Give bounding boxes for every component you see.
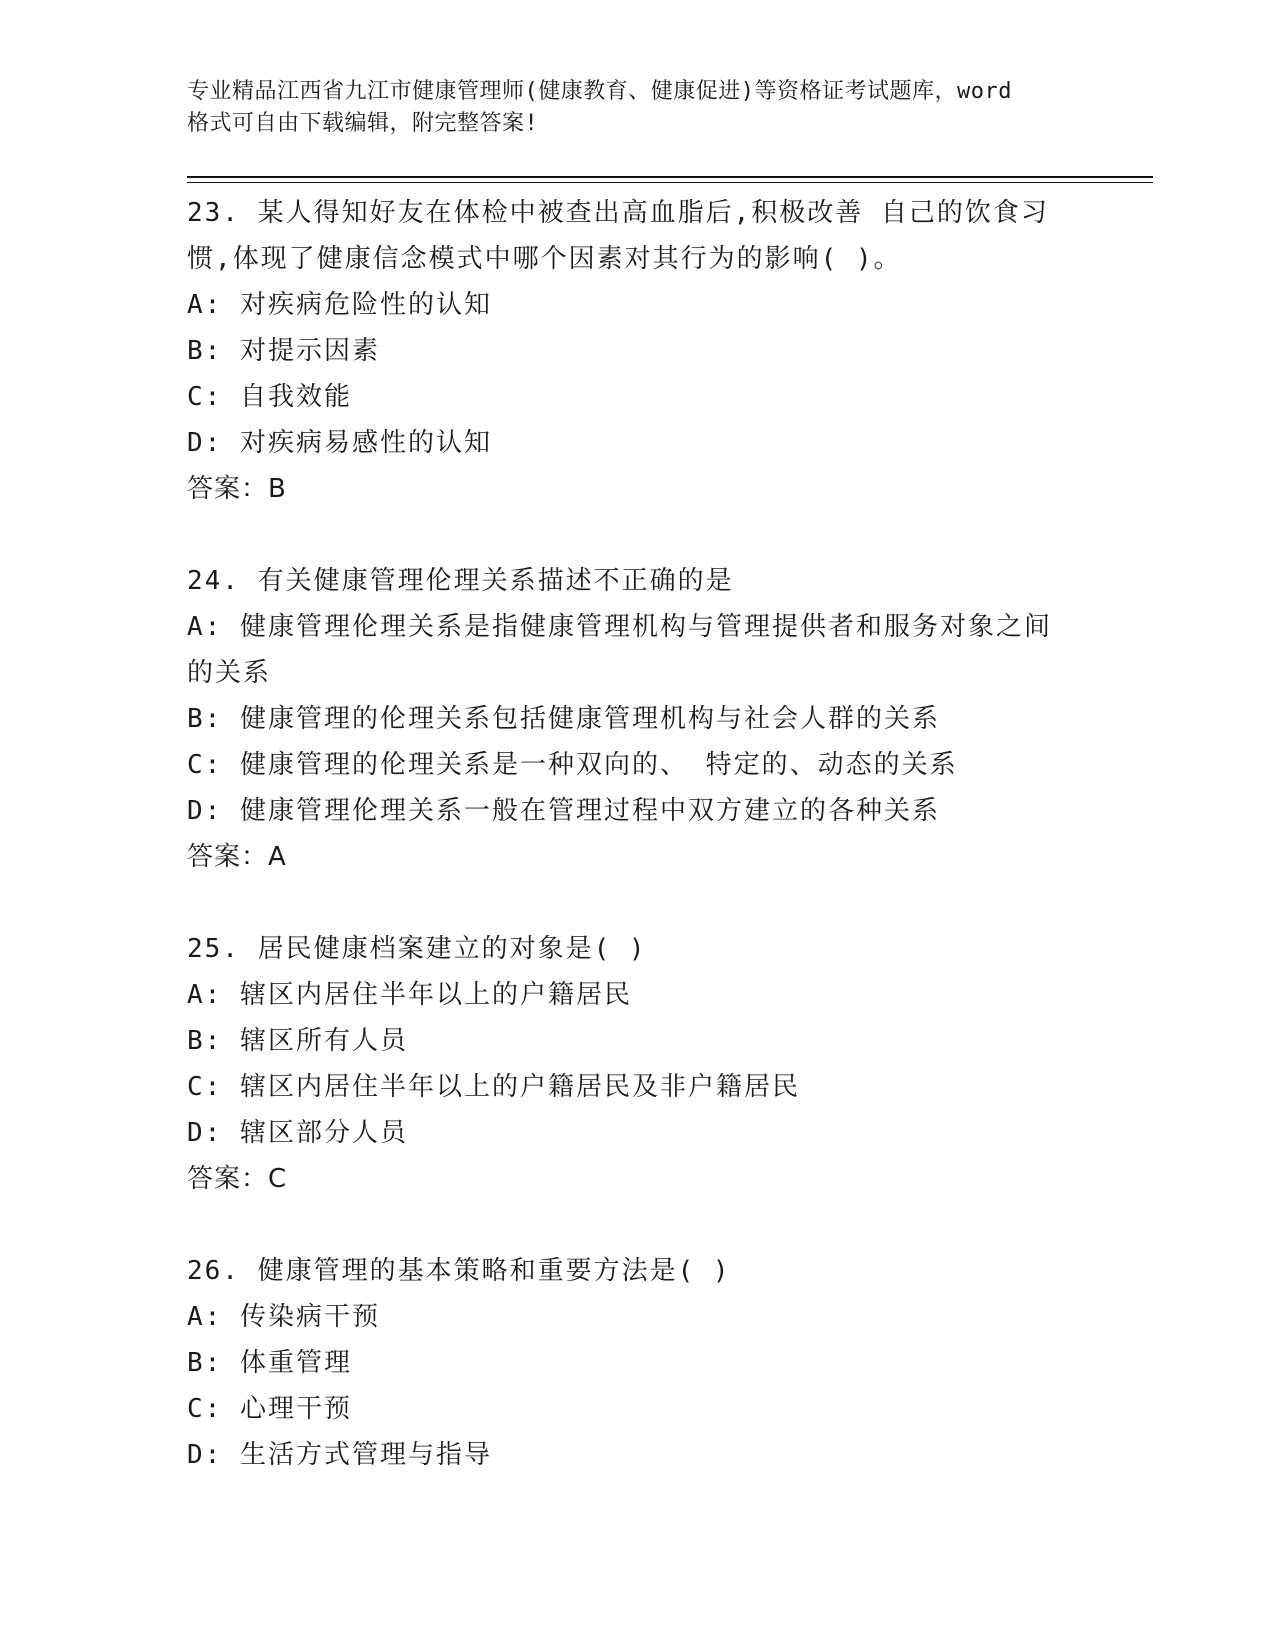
- document-header: [187, 76, 1087, 140]
- question-block: [187, 190, 1087, 512]
- question-block: [187, 1248, 1087, 1478]
- option-line: A: 传染病干预: [187, 1302, 380, 1332]
- header-line-2: 格式可自由下载编辑，附完整答案!: [187, 111, 539, 136]
- question-block: [187, 558, 1087, 880]
- option-line: C: 辖区内居住半年以上的户籍居民及非户籍居民: [187, 1072, 800, 1102]
- header-divider-thick: [187, 176, 1153, 178]
- question-stem-line: 24. 有关健康管理伦理关系描述不正确的是: [187, 566, 734, 596]
- option-line: C: 心理干预: [187, 1394, 352, 1424]
- option-line: A: 健康管理伦理关系是指健康管理机构与管理提供者和服务对象之间: [187, 612, 1052, 642]
- option-line: D: 生活方式管理与指导: [187, 1440, 492, 1470]
- option-line: 的关系: [187, 658, 272, 688]
- answer-line: 答案：B: [187, 474, 287, 504]
- option-line: B: 体重管理: [187, 1348, 352, 1378]
- option-line: B: 健康管理的伦理关系包括健康管理机构与社会人群的关系: [187, 704, 940, 734]
- header-line-1: 专业精品江西省九江市健康管理师(健康教育、健康促进)等资格证考试题库，word: [187, 79, 1012, 104]
- question-block: [187, 926, 1087, 1202]
- answer-line: 答案：C: [187, 1164, 288, 1194]
- question-stem-line: 23. 某人得知好友在体检中被查出高血脂后,积极改善 自己的饮食习: [187, 198, 1049, 228]
- option-line: A: 辖区内居住半年以上的户籍居民: [187, 980, 632, 1010]
- question-gap: [187, 512, 1087, 558]
- question-gap: [187, 1202, 1087, 1248]
- header-divider-thin: [187, 182, 1153, 183]
- answer-line: 答案：A: [187, 842, 287, 872]
- option-line: C: 健康管理的伦理关系是一种双向的、 特定的、动态的关系: [187, 750, 958, 780]
- question-stem-line: 26. 健康管理的基本策略和重要方法是( ): [187, 1256, 731, 1286]
- option-line: A: 对疾病危险性的认知: [187, 290, 492, 320]
- option-line: B: 对提示因素: [187, 336, 380, 366]
- question-list: [187, 190, 1087, 1478]
- option-line: D: 健康管理伦理关系一般在管理过程中双方建立的各种关系: [187, 796, 940, 826]
- option-line: C: 自我效能: [187, 382, 352, 412]
- option-line: D: 对疾病易感性的认知: [187, 428, 492, 458]
- option-line: B: 辖区所有人员: [187, 1026, 408, 1056]
- question-gap: [187, 880, 1087, 926]
- option-line: D: 辖区部分人员: [187, 1118, 408, 1148]
- question-stem-line: 惯,体现了健康信念模式中哪个因素对其行为的影响( )。: [187, 244, 902, 274]
- question-stem-line: 25. 居民健康档案建立的对象是( ): [187, 934, 647, 964]
